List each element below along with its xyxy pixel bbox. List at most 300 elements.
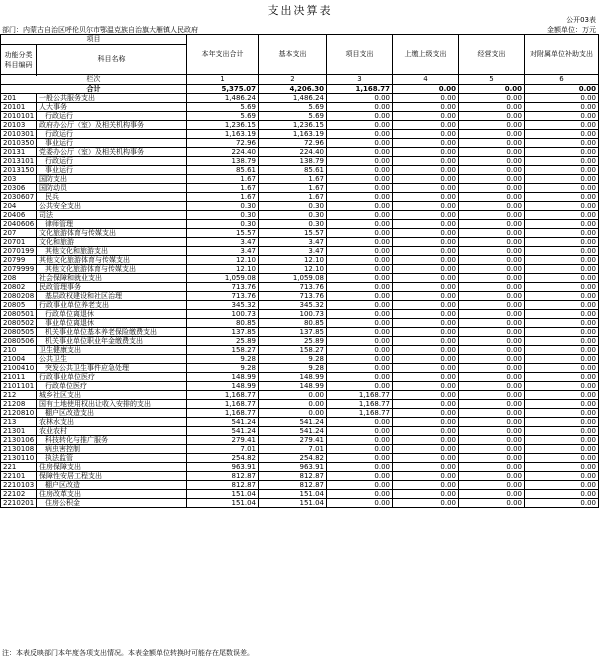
amount-cell: 0.00 [327,445,393,454]
table-row [1,463,599,472]
amount-cell: 0.30 [187,211,259,220]
amount-cell: 0.00 [525,319,599,328]
amount-cell: 0.00 [327,184,393,193]
amount-cell: 0.00 [525,472,599,481]
table-row [1,346,599,355]
amount-cell: 0.00 [327,175,393,184]
amount-cell: 0.00 [327,139,393,148]
amount-cell: 0.00 [525,175,599,184]
amount-cell: 0.00 [459,202,525,211]
amount-cell: 963.91 [187,463,259,472]
subject-code: 221 [1,463,37,472]
amount-cell: 1.67 [259,175,327,184]
amount-cell: 0.00 [525,265,599,274]
amount-cell: 0.00 [459,400,525,409]
subject-code: 20103 [1,121,37,130]
amount-cell: 0.00 [459,481,525,490]
unit-label: 金额单位：万元 [547,26,596,34]
subject-name: 公共卫生 [37,355,187,364]
amount-cell: 0.00 [327,283,393,292]
amount-cell: 0.00 [327,481,393,490]
amount-cell: 0.00 [459,328,525,337]
amount-cell: 0.00 [393,103,459,112]
amount-cell: 254.82 [187,454,259,463]
amount-cell: 0.30 [187,220,259,229]
subject-name: 行政运行 [37,112,187,121]
total-row [1,85,599,94]
form-number: 公开03表 [566,16,596,24]
header-basic: 基本支出 [259,35,327,75]
subject-code: 2080501 [1,310,37,319]
subject-code: 20799 [1,256,37,265]
amount-cell: 151.04 [187,490,259,499]
amount-cell: 0.00 [525,256,599,265]
amount-cell: 0.00 [459,184,525,193]
amount-cell: 1,168.77 [327,400,393,409]
amount-cell: 0.00 [393,229,459,238]
subject-name: 国防支出 [37,175,187,184]
amount-cell: 1.67 [187,175,259,184]
amount-cell: 279.41 [187,436,259,445]
amount-cell: 0.00 [459,130,525,139]
amount-cell: 0.00 [393,337,459,346]
amount-cell: 9.28 [187,355,259,364]
amount-cell: 0.00 [393,283,459,292]
subject-name: 行政事业单位养老支出 [37,301,187,310]
subject-name: 政府办公厅（室）及相关机构事务 [37,121,187,130]
amount-cell: 0.00 [525,301,599,310]
table-row [1,436,599,445]
header-business: 经营支出 [459,35,525,75]
amount-cell: 0.00 [393,193,459,202]
amount-cell: 0.00 [393,112,459,121]
subject-name: 行政单位离退休 [37,310,187,319]
table-row [1,139,599,148]
amount-cell: 1,168.77 [187,409,259,418]
amount-cell: 0.00 [525,463,599,472]
amount-cell: 0.00 [525,409,599,418]
table-row [1,112,599,121]
amount-cell: 0.00 [459,364,525,373]
amount-cell: 0.00 [525,247,599,256]
amount-cell: 0.00 [525,112,599,121]
amount-cell: 1,486.24 [187,94,259,103]
amount-cell: 713.76 [187,292,259,301]
amount-cell: 0.00 [459,112,525,121]
amount-cell: 80.85 [187,319,259,328]
subject-code: 2130108 [1,445,37,454]
amount-cell: 0.00 [459,427,525,436]
amount-cell: 0.00 [459,103,525,112]
amount-cell: 1,486.24 [259,94,327,103]
amount-cell: 0.00 [525,499,599,508]
table-row [1,238,599,247]
subject-name: 国防动员 [37,184,187,193]
subject-code: 2080208 [1,292,37,301]
amount-cell: 0.00 [327,328,393,337]
amount-cell: 0.30 [259,211,327,220]
amount-cell: 1,236.15 [187,121,259,130]
amount-cell: 0.00 [525,229,599,238]
subject-name: 社会保障和就业支出 [37,274,187,283]
amount-cell: 0.00 [525,121,599,130]
amount-cell: 148.99 [259,382,327,391]
amount-cell: 0.00 [259,400,327,409]
subject-code: 20131 [1,148,37,157]
table-row [1,445,599,454]
amount-cell: 1.67 [259,193,327,202]
amount-cell: 0.00 [525,445,599,454]
amount-cell: 0.00 [327,256,393,265]
amount-cell: 0.00 [459,229,525,238]
table-row [1,499,599,508]
amount-cell: 12.10 [187,265,259,274]
amount-cell: 3.47 [259,247,327,256]
subject-name: 农林水支出 [37,418,187,427]
subject-name: 其他文化旅游体育与传媒支出 [37,265,187,274]
subject-code: 2130110 [1,454,37,463]
amount-cell: 0.00 [459,157,525,166]
amount-cell: 0.00 [393,130,459,139]
amount-cell: 0.30 [259,220,327,229]
subject-name: 卫生健康支出 [37,346,187,355]
column-num: 3 [327,75,393,85]
amount-cell: 0.00 [459,346,525,355]
amount-cell: 0.00 [393,472,459,481]
amount-cell: 224.40 [187,148,259,157]
subject-code: 21301 [1,427,37,436]
subject-code: 2013150 [1,166,37,175]
amount-cell: 72.96 [259,139,327,148]
subject-name: 事业运行 [37,166,187,175]
amount-cell: 100.73 [259,310,327,319]
header-project: 项目 [1,35,187,45]
amount-cell: 0.00 [327,292,393,301]
amount-cell: 0.00 [459,139,525,148]
table-row [1,301,599,310]
amount-cell: 5.69 [187,103,259,112]
amount-cell: 0.00 [327,274,393,283]
table-row [1,319,599,328]
amount-cell: 0.00 [459,292,525,301]
table-row [1,103,599,112]
subject-code: 203 [1,175,37,184]
table-row [1,148,599,157]
amount-cell: 0.00 [459,238,525,247]
amount-cell: 0.00 [327,454,393,463]
amount-cell: 0.00 [459,418,525,427]
amount-cell: 0.00 [393,247,459,256]
subject-code: 2030607 [1,193,37,202]
amount-cell: 0.00 [459,193,525,202]
table-row [1,184,599,193]
amount-cell: 9.28 [259,364,327,373]
amount-cell: 0.00 [525,202,599,211]
amount-cell: 0.00 [393,427,459,436]
subject-code: 20701 [1,238,37,247]
amount-cell: 15.57 [187,229,259,238]
amount-cell: 812.87 [259,472,327,481]
table-row [1,211,599,220]
amount-cell: 0.00 [393,346,459,355]
amount-cell: 0.00 [525,238,599,247]
amount-cell: 0.00 [259,391,327,400]
amount-cell: 12.10 [259,256,327,265]
amount-cell: 0.00 [459,247,525,256]
subject-name: 司法 [37,211,187,220]
amount-cell: 0.00 [393,310,459,319]
subject-code: 2100410 [1,364,37,373]
amount-cell: 0.00 [327,382,393,391]
amount-cell: 0.00 [525,454,599,463]
amount-cell: 137.85 [187,328,259,337]
subject-name: 文化旅游体育与传媒支出 [37,229,187,238]
subject-code: 2210103 [1,481,37,490]
amount-cell: 279.41 [259,436,327,445]
subject-code: 212 [1,391,37,400]
amount-cell: 12.10 [187,256,259,265]
table-row [1,454,599,463]
amount-cell: 541.24 [187,418,259,427]
amount-cell: 0.00 [525,436,599,445]
subject-code: 208 [1,274,37,283]
subject-code: 2013101 [1,157,37,166]
subject-name: 科技转化与推广服务 [37,436,187,445]
subject-name: 棚户区改造支出 [37,409,187,418]
amount-cell: 3.47 [187,247,259,256]
amount-cell: 0.00 [327,337,393,346]
amount-cell: 0.00 [393,265,459,274]
amount-cell: 0.00 [525,346,599,355]
amount-cell: 963.91 [259,463,327,472]
amount-cell: 0.00 [459,337,525,346]
total-value: 5,375.07 [187,85,259,94]
amount-cell: 0.00 [327,436,393,445]
amount-cell: 0.00 [459,211,525,220]
amount-cell: 1.67 [259,184,327,193]
amount-cell: 3.47 [259,238,327,247]
amount-cell: 9.28 [259,355,327,364]
amount-cell: 151.04 [187,499,259,508]
subject-code: 20101 [1,103,37,112]
table-row [1,121,599,130]
amount-cell: 812.87 [187,481,259,490]
amount-cell: 0.00 [525,400,599,409]
amount-cell: 0.00 [327,463,393,472]
amount-cell: 0.00 [459,454,525,463]
subject-name: 住房改革支出 [37,490,187,499]
amount-cell: 0.00 [459,463,525,472]
amount-cell: 25.89 [187,337,259,346]
table-row [1,481,599,490]
amount-cell: 0.00 [525,391,599,400]
amount-cell: 9.28 [187,364,259,373]
amount-cell: 0.00 [393,292,459,301]
subject-code: 20802 [1,283,37,292]
table-row [1,175,599,184]
subject-code: 2010350 [1,139,37,148]
amount-cell: 0.00 [525,373,599,382]
subject-name: 国有土地使用权出让收入安排的支出 [37,400,187,409]
table-row [1,490,599,499]
amount-cell: 0.00 [393,166,459,175]
amount-cell: 0.00 [459,301,525,310]
page-title: 支出决算表 [267,4,333,17]
amount-cell: 0.00 [327,499,393,508]
subject-name: 保障性安居工程支出 [37,472,187,481]
amount-cell: 0.00 [393,391,459,400]
table-row [1,292,599,301]
amount-cell: 0.00 [525,328,599,337]
amount-cell: 0.00 [393,238,459,247]
amount-cell: 0.00 [393,445,459,454]
table-row [1,310,599,319]
header-func-code: 功能分类科目编码 [1,45,37,75]
subject-name: 行政运行 [37,130,187,139]
subject-name: 行政单位医疗 [37,382,187,391]
subject-code: 2101101 [1,382,37,391]
amount-cell: 0.00 [393,148,459,157]
subject-code: 2079999 [1,265,37,274]
subject-name: 城乡社区支出 [37,391,187,400]
subject-name: 民兵 [37,193,187,202]
amount-cell: 7.01 [187,445,259,454]
amount-cell: 72.96 [187,139,259,148]
amount-cell: 0.00 [327,157,393,166]
total-value: 0.00 [393,85,459,94]
amount-cell: 0.00 [459,355,525,364]
table-row [1,427,599,436]
amount-cell: 1,163.19 [187,130,259,139]
subject-name: 基层政权建设和社区治理 [37,292,187,301]
amount-cell: 0.00 [393,256,459,265]
subject-name: 其他文化旅游体育与传媒支出 [37,256,187,265]
subject-name: 其他文化和旅游支出 [37,247,187,256]
amount-cell: 0.00 [459,472,525,481]
table-row [1,274,599,283]
amount-cell: 0.00 [327,193,393,202]
amount-cell: 0.30 [187,202,259,211]
amount-cell: 80.85 [259,319,327,328]
footnote: 注：本表反映部门本年度各项支出情况。本表金额单位转换时可能存在尾数误差。 [2,649,254,657]
subject-code: 2080502 [1,319,37,328]
amount-cell: 25.89 [259,337,327,346]
subject-name: 机关事业单位基本养老保险缴费支出 [37,328,187,337]
amount-cell: 1,236.15 [259,121,327,130]
table-row [1,373,599,382]
subject-code: 2120810 [1,409,37,418]
amount-cell: 0.00 [525,130,599,139]
amount-cell: 0.00 [459,490,525,499]
amount-cell: 0.00 [525,364,599,373]
amount-cell: 0.00 [327,472,393,481]
amount-cell: 148.99 [259,373,327,382]
amount-cell: 0.00 [525,427,599,436]
amount-cell: 138.79 [187,157,259,166]
table-row [1,382,599,391]
subject-code: 210 [1,346,37,355]
subject-code: 2080506 [1,337,37,346]
amount-cell: 0.00 [393,184,459,193]
column-num: 6 [525,75,599,85]
amount-cell: 0.00 [327,373,393,382]
amount-cell: 0.00 [459,121,525,130]
amount-cell: 0.00 [459,499,525,508]
amount-cell: 0.00 [327,166,393,175]
table-row [1,265,599,274]
amount-cell: 0.00 [525,103,599,112]
table-row [1,166,599,175]
table-row [1,256,599,265]
total-value: 0.00 [459,85,525,94]
amount-cell: 812.87 [259,481,327,490]
subject-name: 党委办公厅（室）及相关机构事务 [37,148,187,157]
amount-cell: 541.24 [187,427,259,436]
amount-cell: 0.00 [393,490,459,499]
amount-cell: 0.00 [459,256,525,265]
table-row [1,247,599,256]
header-project-exp: 项目支出 [327,35,393,75]
amount-cell: 0.00 [459,94,525,103]
amount-cell: 0.00 [393,382,459,391]
amount-cell: 151.04 [259,499,327,508]
total-label: 合计 [1,85,187,94]
subject-name: 行政运行 [37,157,187,166]
amount-cell: 0.00 [393,481,459,490]
subject-code: 21208 [1,400,37,409]
amount-cell: 0.00 [393,175,459,184]
amount-cell: 0.00 [327,346,393,355]
column-num: 1 [187,75,259,85]
subject-code: 213 [1,418,37,427]
amount-cell: 0.00 [393,499,459,508]
amount-cell: 5.69 [259,112,327,121]
amount-cell: 0.00 [459,274,525,283]
table-row [1,355,599,364]
amount-cell: 0.00 [459,265,525,274]
table-row [1,328,599,337]
amount-cell: 0.00 [327,121,393,130]
amount-cell: 0.00 [459,436,525,445]
amount-cell: 0.00 [393,373,459,382]
subject-name: 人大事务 [37,103,187,112]
amount-cell: 0.00 [525,274,599,283]
table-row [1,193,599,202]
amount-cell: 345.32 [187,301,259,310]
amount-cell: 0.00 [525,220,599,229]
amount-cell: 0.00 [459,148,525,157]
amount-cell: 0.00 [525,283,599,292]
amount-cell: 148.99 [187,382,259,391]
subject-name: 公共安全支出 [37,202,187,211]
amount-cell: 0.00 [393,121,459,130]
subject-code: 2010301 [1,130,37,139]
amount-cell: 0.00 [393,157,459,166]
amount-cell: 0.00 [393,274,459,283]
column-num: 2 [259,75,327,85]
amount-cell: 0.00 [459,283,525,292]
amount-cell: 0.00 [525,148,599,157]
header-total: 本年支出合计 [187,35,259,75]
amount-cell: 0.00 [393,400,459,409]
amount-cell: 0.00 [327,202,393,211]
amount-cell: 0.00 [459,220,525,229]
amount-cell: 0.00 [393,202,459,211]
amount-cell: 0.00 [525,337,599,346]
amount-cell: 0.00 [393,211,459,220]
amount-cell: 1,168.77 [187,391,259,400]
header-upper: 上缴上级支出 [393,35,459,75]
